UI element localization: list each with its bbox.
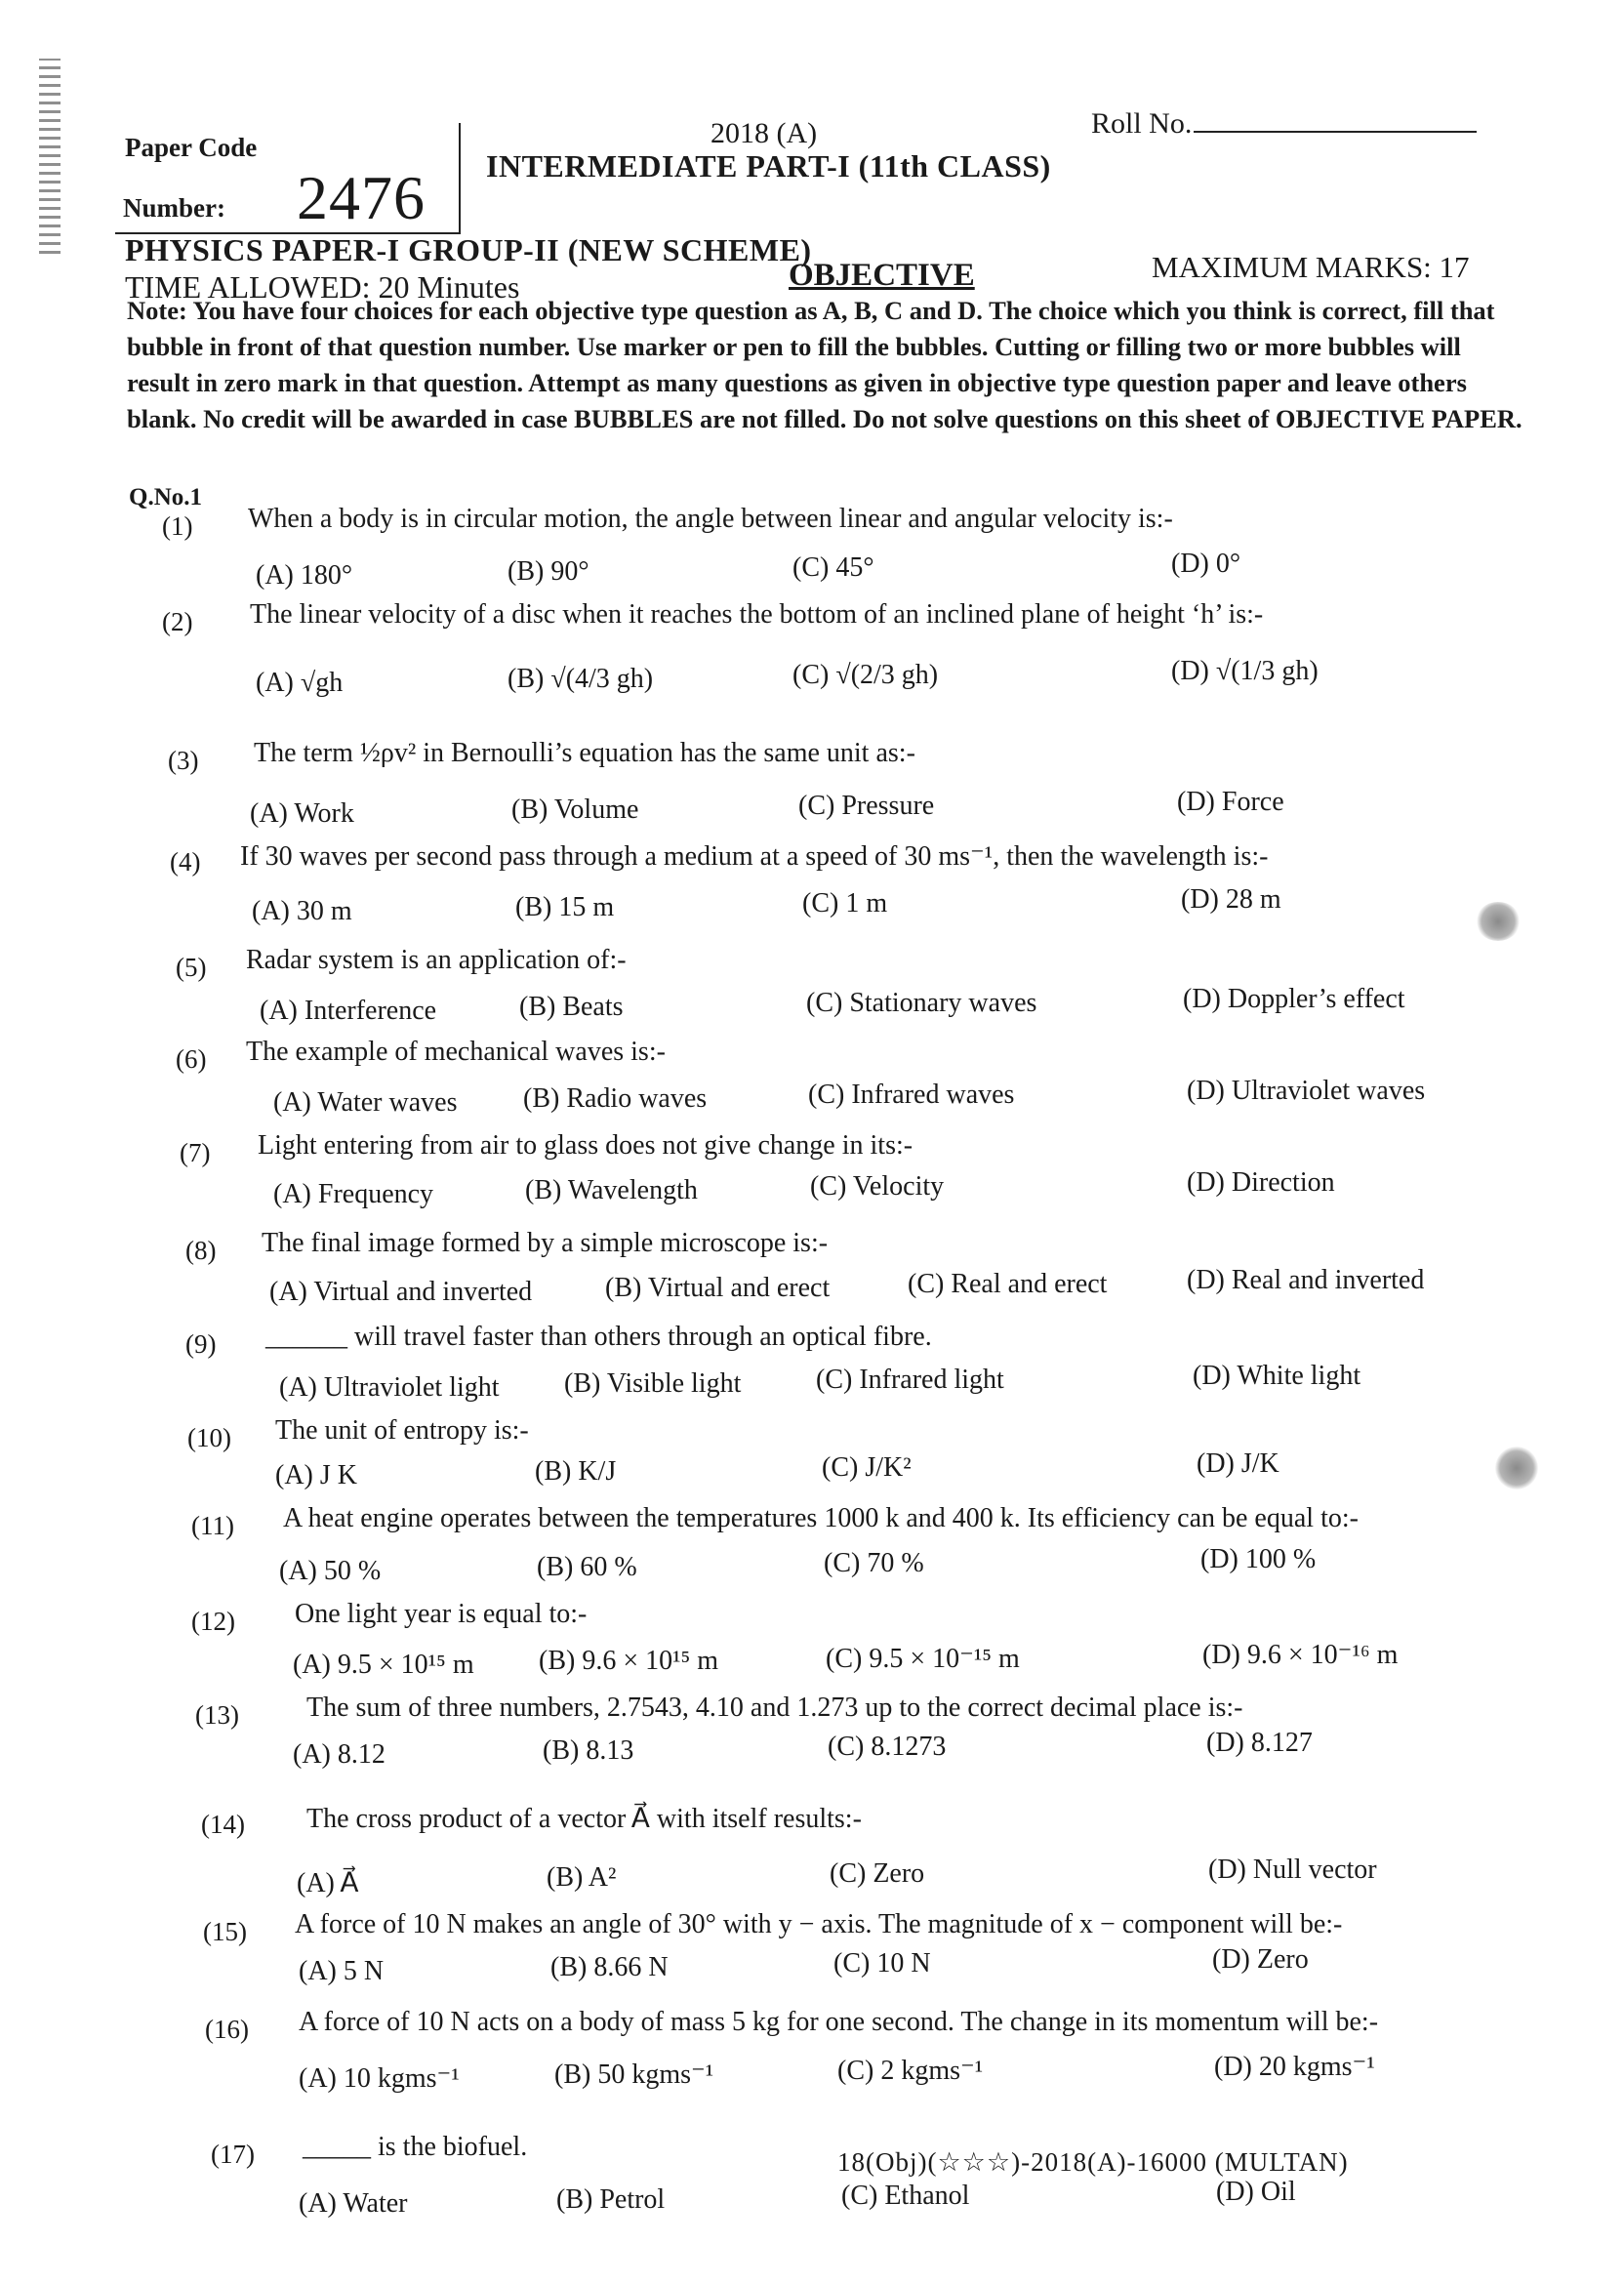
answer-option: (C) 70 % (824, 1548, 924, 1578)
question-text: A force of 10 N acts on a body of mass 5 kg for one second. The change in its momentum will be:- (299, 2007, 1379, 2037)
answer-option: (C) 8.1273 (828, 1732, 947, 1762)
answer-option: (D) Ultraviolet waves (1187, 1076, 1426, 1106)
roll-number-field (1091, 107, 1477, 141)
answer-option: (B) 60 % (537, 1552, 637, 1582)
paper-code-number: 2476 (297, 163, 426, 232)
answer-option: (B) A² (547, 1862, 617, 1893)
question-text: A heat engine operates between the temperatures 1000 k and 400 k. Its efficiency can be equal to:- (283, 1503, 1359, 1533)
answer-option: (B) Visible light (564, 1368, 742, 1399)
answer-option: (C) √(2/3 gh) (792, 660, 939, 690)
question-text: ______ will travel faster than others through an optical fibre. (265, 1322, 932, 1352)
question-text: Radar system is an application of:- (246, 945, 627, 975)
answer-option: (B) √(4/3 gh) (508, 664, 654, 694)
question-text: The example of mechanical waves is:- (246, 1037, 666, 1067)
answer-option: (B) Volume (511, 795, 639, 825)
answer-option: (A) 10 kgms⁻¹ (299, 2063, 460, 2094)
answer-option: (C) Ethanol (841, 2181, 970, 2211)
section-title: OBJECTIVE (789, 258, 975, 293)
answer-option: (D) √(1/3 gh) (1171, 656, 1319, 686)
question-number: (6) (176, 1044, 207, 1074)
answer-option: (B) Beats (519, 992, 624, 1022)
ink-smudge (1476, 902, 1521, 941)
answer-option: (C) Stationary waves (806, 988, 1037, 1018)
question-number: (11) (191, 1511, 234, 1540)
question-number: (12) (191, 1607, 235, 1636)
answer-option: (A) Interference (260, 996, 437, 1026)
time-allowed: TIME ALLOWED: 20 Minutes (125, 269, 520, 305)
question-number: (1) (162, 511, 193, 541)
answer-option: (B) Petrol (556, 2184, 666, 2215)
roll-number-label: Roll No. (1091, 107, 1193, 140)
answer-option: (C) J/K² (822, 1452, 912, 1483)
answer-option: (A) Virtual and inverted (269, 1277, 533, 1307)
question-number: (7) (180, 1138, 211, 1167)
answer-option: (B) 15 m (515, 892, 615, 922)
question-number: (5) (176, 953, 207, 982)
question-text: Light entering from air to glass does not give change in its:- (258, 1130, 914, 1161)
question-number: (9) (185, 1329, 217, 1359)
answer-option: (A) Water (299, 2188, 408, 2219)
answer-option: (C) 9.5 × 10⁻¹⁵ m (826, 1644, 1020, 1674)
answer-option: (B) 8.66 N (550, 1952, 669, 1982)
question-number: (3) (168, 746, 199, 775)
answer-option: (C) Infrared light (816, 1365, 1004, 1395)
answer-option: (D) Oil (1216, 2177, 1296, 2207)
answer-option: (A) Water waves (273, 1087, 458, 1118)
answer-option: (D) Null vector (1208, 1855, 1377, 1885)
exam-year: 2018 (A) (710, 117, 818, 149)
question-number: (17) (211, 2140, 255, 2169)
answer-option: (C) Zero (830, 1858, 925, 1889)
answer-option: (A) 30 m (252, 896, 352, 926)
answer-option: (D) Doppler’s effect (1183, 984, 1405, 1014)
answer-option: (B) 8.13 (543, 1735, 634, 1766)
answer-option: (D) White light (1193, 1361, 1361, 1391)
answer-option: (A) Work (250, 798, 354, 829)
question-text: The term ½ρv² in Bernoulli’s equation has the same unit as:- (254, 738, 915, 768)
subject-line: PHYSICS PAPER-I GROUP-II (NEW SCHEME) (125, 232, 812, 267)
answer-option: (B) K/J (535, 1456, 617, 1487)
question-number: (4) (170, 847, 201, 877)
question-number: (15) (203, 1917, 247, 1946)
answer-option: (D) Real and inverted (1187, 1265, 1425, 1295)
question-text: _____ is the biofuel. (303, 2132, 528, 2162)
answer-option: (C) Real and erect (908, 1269, 1108, 1299)
answer-option: (A) 8.12 (293, 1739, 386, 1770)
number-label: Number: (123, 193, 225, 223)
answer-option: (A) A⃗ (297, 1868, 359, 1898)
answer-option: (D) 28 m (1181, 884, 1281, 915)
answer-option: (A) 5 N (299, 1956, 385, 1986)
question-text: The cross product of a vector A⃗ with itself results:- (306, 1804, 862, 1834)
answer-option: (D) 8.127 (1206, 1728, 1313, 1758)
answer-option: (C) Pressure (798, 791, 935, 821)
answer-option: (C) 2 kgms⁻¹ (837, 2056, 984, 2086)
answer-option: (B) 50 kgms⁻¹ (554, 2060, 714, 2090)
question-number: (8) (185, 1236, 217, 1265)
instructions-note: Note: You have four choices for each objective type question as A, B, C and D. The choice which you think is correct, fill that bubble in front of that question number. Use marker or pen to fill the bubbles. Cutting or filling two or more bubbles will result in zero mark in that question. Attempt as many questions as given in objective type question paper and leave others blank. No credit will be awarded in case BUBBLES are not filled. Do not solve questions on this sheet of OBJECTIVE PAPER. (127, 296, 1522, 433)
answer-option: (D) 0° (1171, 549, 1241, 579)
answer-option: (C) 10 N (833, 1948, 931, 1978)
question-number: (16) (205, 2015, 249, 2044)
question-text: The final image formed by a simple microscope is:- (262, 1228, 829, 1258)
ink-smudge (1495, 1447, 1538, 1489)
answer-option: (B) Radio waves (523, 1083, 708, 1114)
question-text: When a body is in circular motion, the angle between linear and angular velocity is:- (248, 504, 1173, 534)
question-number: (2) (162, 607, 193, 636)
question-text: The unit of entropy is:- (275, 1415, 529, 1446)
maximum-marks: MAXIMUM MARKS: 17 (1152, 250, 1470, 284)
answer-option: (B) Wavelength (525, 1175, 698, 1205)
footer-code: 18(Obj)(☆☆☆)-2018(A)-16000 (MULTAN) (837, 2147, 1349, 2177)
question-number: (13) (195, 1700, 239, 1730)
answer-option: (A) 9.5 × 10¹⁵ m (293, 1650, 474, 1680)
answer-option: (A) J K (275, 1460, 357, 1490)
question-number: (10) (187, 1423, 231, 1452)
question-text: One light year is equal to:- (295, 1599, 588, 1629)
question-heading: Q.No.1 (129, 484, 202, 510)
question-number: (14) (201, 1810, 245, 1839)
question-text: A force of 10 N makes an angle of 30° with y − axis. The magnitude of x − component will be:- (295, 1909, 1343, 1939)
answer-option: (B) Virtual and erect (605, 1273, 831, 1303)
question-text: The sum of three numbers, 2.7543, 4.10 and 1.273 up to the correct decimal place is:- (306, 1693, 1243, 1723)
answer-option: (B) 9.6 × 10¹⁵ m (539, 1646, 719, 1676)
exam-title: INTERMEDIATE PART-I (11th CLASS) (486, 148, 1051, 184)
answer-option: (D) Direction (1187, 1167, 1335, 1198)
binding-marks (39, 59, 61, 254)
paper-code-box (115, 123, 461, 234)
answer-option: (D) 9.6 × 10⁻¹⁶ m (1202, 1640, 1399, 1670)
question-text: If 30 waves per second pass through a medium at a speed of 30 ms⁻¹, then the wavelength is:- (240, 841, 1269, 872)
roll-number-line (1194, 107, 1477, 133)
answer-option: (A) 180° (256, 560, 353, 591)
answer-option: (C) Velocity (810, 1171, 945, 1202)
answer-option: (D) J/K (1197, 1448, 1279, 1479)
answer-option: (C) Infrared waves (808, 1080, 1015, 1110)
answer-option: (A) Frequency (273, 1179, 434, 1209)
paper-code-label: Paper Code (125, 133, 258, 162)
answer-option: (A) Ultraviolet light (279, 1372, 500, 1403)
answer-option: (A) √gh (256, 668, 344, 698)
answer-option: (D) 20 kgms⁻¹ (1214, 2052, 1375, 2082)
answer-option: (D) Zero (1212, 1944, 1309, 1975)
answer-option: (C) 45° (792, 552, 874, 583)
answer-option: (B) 90° (508, 556, 589, 587)
answer-option: (C) 1 m (802, 888, 888, 918)
answer-option: (A) 50 % (279, 1556, 382, 1586)
question-text: The linear velocity of a disc when it reaches the bottom of an inclined plane of height ‘h’ is:- (250, 599, 1264, 630)
answer-option: (D) 100 % (1200, 1544, 1317, 1574)
answer-option: (D) Force (1177, 787, 1284, 817)
